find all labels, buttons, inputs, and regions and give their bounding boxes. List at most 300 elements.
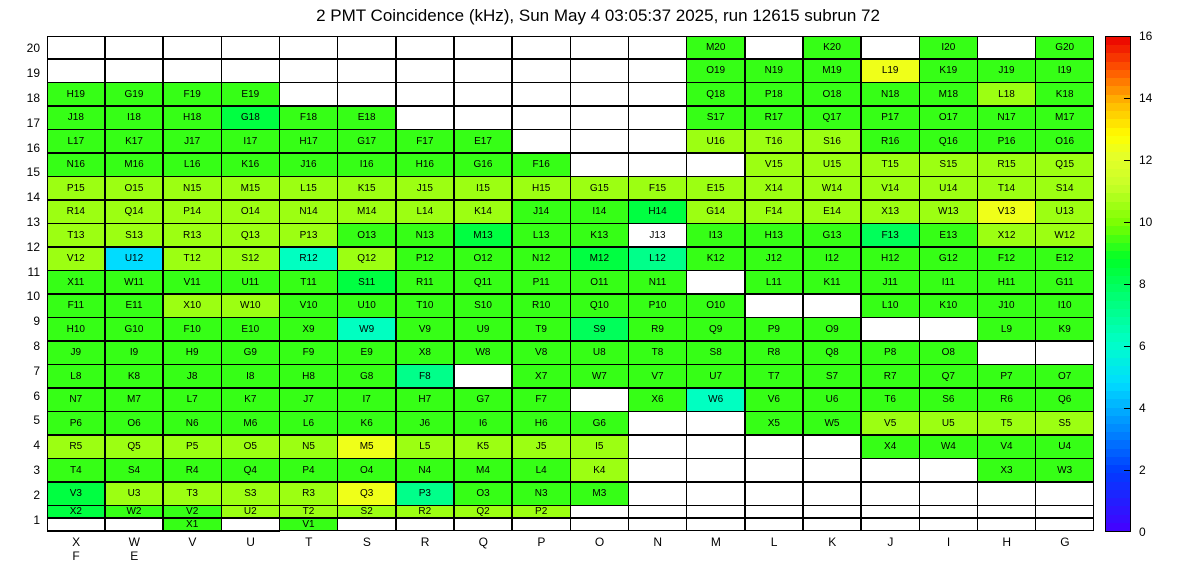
heatmap-cell-empty <box>570 82 629 106</box>
heatmap-cell-empty <box>686 482 745 506</box>
heatmap-cell: T16 <box>745 129 804 153</box>
heatmap-cell: L11 <box>745 270 804 294</box>
heatmap-cell: X12 <box>977 223 1036 247</box>
colorbar-tick-mark <box>1124 222 1131 223</box>
colorbar-segment <box>1106 482 1130 490</box>
x-tick-label: S <box>362 535 371 549</box>
x-tick-label: E <box>130 549 139 563</box>
x-tick-label: P <box>537 535 546 549</box>
heatmap-cell: O17 <box>919 106 978 130</box>
heatmap-cell: G18 <box>221 106 280 130</box>
heatmap-cell: J9 <box>47 341 106 365</box>
heatmap-cell: X3 <box>977 458 1036 482</box>
heatmap-grid <box>47 36 1094 532</box>
heatmap-cell: S4 <box>105 458 164 482</box>
heatmap-cell: H12 <box>861 247 920 271</box>
heatmap-cell: R3 <box>279 482 338 506</box>
heatmap-cell: W6 <box>686 388 745 412</box>
heatmap-cell: V14 <box>861 176 920 200</box>
heatmap-cell: E18 <box>337 106 396 130</box>
heatmap-cell-empty <box>454 36 513 60</box>
heatmap-cell-empty <box>454 59 513 83</box>
colorbar-segment <box>1106 111 1130 119</box>
y-tick-label: 2 <box>33 487 40 502</box>
heatmap-cell-empty <box>570 106 629 130</box>
heatmap-cell: T9 <box>512 317 571 341</box>
heatmap-cell: F10 <box>163 317 222 341</box>
heatmap-cell: N6 <box>163 411 222 435</box>
heatmap-cell: H13 <box>745 223 804 247</box>
y-tick-label: 3 <box>33 462 40 477</box>
colorbar-segment <box>1106 177 1130 185</box>
heatmap-cell: W7 <box>570 364 629 388</box>
heatmap-cell: T2 <box>279 505 338 518</box>
heatmap-cell-empty <box>628 153 687 177</box>
colorbar-segment <box>1106 383 1130 391</box>
heatmap-cell: G16 <box>454 153 513 177</box>
heatmap-cell-empty <box>861 458 920 482</box>
heatmap-cell: Q7 <box>919 364 978 388</box>
heatmap-cell: N7 <box>47 388 106 412</box>
heatmap-cell: Q18 <box>686 82 745 106</box>
heatmap-cell: V4 <box>977 435 1036 459</box>
heatmap-cell: K12 <box>686 247 745 271</box>
heatmap-cell: R11 <box>396 270 455 294</box>
heatmap-cell: T7 <box>745 364 804 388</box>
heatmap-cell: X14 <box>745 176 804 200</box>
heatmap-cell-empty <box>1035 518 1094 531</box>
heatmap-cell: Q5 <box>105 435 164 459</box>
heatmap-cell: X9 <box>279 317 338 341</box>
heatmap-cell: R2 <box>396 505 455 518</box>
colorbar-segment <box>1106 276 1130 284</box>
heatmap-cell-empty <box>105 518 164 531</box>
heatmap-cell: L10 <box>861 294 920 318</box>
heatmap-cell: H16 <box>396 153 455 177</box>
heatmap-cell-empty <box>1035 341 1094 365</box>
heatmap-cell-empty <box>803 458 862 482</box>
heatmap-cell: Q16 <box>919 129 978 153</box>
x-tick-label: O <box>594 535 605 549</box>
heatmap-cell-empty <box>628 106 687 130</box>
heatmap-cell-empty <box>977 341 1036 365</box>
heatmap-cell-empty <box>628 36 687 60</box>
heatmap-cell: H8 <box>279 364 338 388</box>
heatmap-cell: S8 <box>686 341 745 365</box>
heatmap-cell: U11 <box>221 270 280 294</box>
heatmap-cell: S5 <box>1035 411 1094 435</box>
colorbar-segment <box>1106 440 1130 448</box>
heatmap-cell: H14 <box>628 200 687 224</box>
colorbar-segment <box>1106 202 1130 210</box>
heatmap-cell: V6 <box>745 388 804 412</box>
heatmap-cell: U7 <box>686 364 745 388</box>
y-tick-label: 13 <box>26 214 40 229</box>
heatmap-cell: T4 <box>47 458 106 482</box>
heatmap-cell: K18 <box>1035 82 1094 106</box>
heatmap-cell: V11 <box>163 270 222 294</box>
heatmap-cell: R6 <box>977 388 1036 412</box>
colorbar-segment <box>1106 86 1130 94</box>
colorbar-segment <box>1106 424 1130 432</box>
x-tick-label: M <box>710 535 721 549</box>
heatmap-cell-empty <box>454 364 513 388</box>
heatmap-cell: P16 <box>977 129 1036 153</box>
heatmap-cell-empty <box>686 435 745 459</box>
heatmap-cell: I18 <box>105 106 164 130</box>
heatmap-cell: M6 <box>221 411 280 435</box>
heatmap-cell-empty <box>861 482 920 506</box>
heatmap-cell: O7 <box>1035 364 1094 388</box>
colorbar-segment <box>1106 119 1130 127</box>
colorbar-segment <box>1106 325 1130 333</box>
heatmap-cell: K9 <box>1035 317 1094 341</box>
colorbar-tick-mark <box>1124 470 1131 471</box>
heatmap-cell: X13 <box>861 200 920 224</box>
heatmap-cell: O16 <box>1035 129 1094 153</box>
heatmap-cell: K8 <box>105 364 164 388</box>
colorbar-segment <box>1106 53 1130 61</box>
heatmap-cell: N4 <box>396 458 455 482</box>
heatmap-cell: U6 <box>803 388 862 412</box>
heatmap-cell: G13 <box>803 223 862 247</box>
heatmap-cell: V10 <box>279 294 338 318</box>
heatmap-cell: Q17 <box>803 106 862 130</box>
colorbar-segment <box>1106 161 1130 169</box>
heatmap-cell: V7 <box>628 364 687 388</box>
heatmap-cell-empty <box>570 129 629 153</box>
heatmap-cell: M18 <box>919 82 978 106</box>
heatmap-cell: L14 <box>396 200 455 224</box>
heatmap-cell: I20 <box>919 36 978 60</box>
heatmap-cell: E12 <box>1035 247 1094 271</box>
heatmap-cell: F9 <box>279 341 338 365</box>
heatmap-cell: G11 <box>1035 270 1094 294</box>
y-tick-label: 1 <box>33 512 40 527</box>
heatmap-cell: J16 <box>279 153 338 177</box>
colorbar-segment <box>1106 128 1130 136</box>
heatmap-cell-empty <box>686 153 745 177</box>
heatmap-cell-empty <box>512 129 571 153</box>
heatmap-cell: O13 <box>337 223 396 247</box>
heatmap-cell-empty <box>803 505 862 518</box>
heatmap-cell: E9 <box>337 341 396 365</box>
heatmap-cell: S3 <box>221 482 280 506</box>
colorbar-segment <box>1106 449 1130 457</box>
y-tick-label: 20 <box>26 41 40 56</box>
heatmap-cell: O4 <box>337 458 396 482</box>
heatmap-cell-empty <box>628 435 687 459</box>
y-tick-label: 10 <box>26 289 40 304</box>
heatmap-cell: U14 <box>919 176 978 200</box>
heatmap-cell: I16 <box>337 153 396 177</box>
heatmap-cell: U5 <box>919 411 978 435</box>
colorbar-segment <box>1106 416 1130 424</box>
heatmap-cell: V5 <box>861 411 920 435</box>
heatmap-cell: O18 <box>803 82 862 106</box>
x-tick-label: V <box>188 535 197 549</box>
heatmap-cell-empty <box>628 518 687 531</box>
heatmap-cell: I15 <box>454 176 513 200</box>
heatmap-cell-empty <box>570 36 629 60</box>
heatmap-cell: K10 <box>919 294 978 318</box>
colorbar-segment <box>1106 169 1130 177</box>
colorbar-tick-label: 12 <box>1139 153 1153 167</box>
heatmap-cell: F8 <box>396 364 455 388</box>
colorbar-segment <box>1106 301 1130 309</box>
heatmap-cell: J11 <box>861 270 920 294</box>
colorbar-tick-mark <box>1124 160 1131 161</box>
heatmap-cell-empty <box>163 36 222 60</box>
heatmap-cell: J15 <box>396 176 455 200</box>
heatmap-cell: V3 <box>47 482 106 506</box>
heatmap-cell: M5 <box>337 435 396 459</box>
heatmap-cell-empty <box>803 294 862 318</box>
colorbar-tick-mark <box>1124 408 1131 409</box>
colorbar-segment <box>1106 284 1130 292</box>
colorbar-segment <box>1106 136 1130 144</box>
heatmap-cell: G6 <box>570 411 629 435</box>
heatmap-cell: S6 <box>919 388 978 412</box>
heatmap-cell: K20 <box>803 36 862 60</box>
heatmap-cell: G14 <box>686 200 745 224</box>
heatmap-cell: W12 <box>1035 223 1094 247</box>
colorbar-segment <box>1106 515 1130 523</box>
heatmap-cell: Q2 <box>454 505 513 518</box>
colorbar-tick-label: 0 <box>1139 525 1146 539</box>
heatmap-cell-empty <box>919 518 978 531</box>
heatmap-cell: T11 <box>279 270 338 294</box>
heatmap-cell: G17 <box>337 129 396 153</box>
heatmap-cell: K16 <box>221 153 280 177</box>
heatmap-cell: Q3 <box>337 482 396 506</box>
heatmap-cell: O19 <box>686 59 745 83</box>
heatmap-cell-empty <box>919 482 978 506</box>
x-axis-labels <box>47 535 1094 563</box>
heatmap-cell: P2 <box>512 505 571 518</box>
heatmap-cell: F14 <box>745 200 804 224</box>
y-tick-label: 6 <box>33 388 40 403</box>
heatmap-cell: T5 <box>977 411 1036 435</box>
colorbar-segment <box>1106 333 1130 341</box>
heatmap-cell: M13 <box>454 223 513 247</box>
heatmap-cell: I6 <box>454 411 513 435</box>
heatmap-cell: W8 <box>454 341 513 365</box>
colorbar-ticks <box>1131 29 1191 539</box>
heatmap-cell: G7 <box>454 388 513 412</box>
heatmap-cell: L18 <box>977 82 1036 106</box>
heatmap-cell: M14 <box>337 200 396 224</box>
heatmap-cell-empty <box>454 106 513 130</box>
heatmap-cell: L15 <box>279 176 338 200</box>
y-tick-label: 17 <box>26 115 40 130</box>
heatmap-cell: K14 <box>454 200 513 224</box>
heatmap-cell: H10 <box>47 317 106 341</box>
y-tick-label: 8 <box>33 338 40 353</box>
heatmap-cell: L8 <box>47 364 106 388</box>
heatmap-cell-empty <box>512 59 571 83</box>
heatmap-cell: N5 <box>279 435 338 459</box>
heatmap-cell: W10 <box>221 294 280 318</box>
colorbar-segment <box>1106 457 1130 465</box>
heatmap-cell: M15 <box>221 176 280 200</box>
heatmap-cell-empty <box>570 518 629 531</box>
heatmap-cell-empty <box>105 530 164 532</box>
heatmap-cell: R4 <box>163 458 222 482</box>
heatmap-cell: L4 <box>512 458 571 482</box>
heatmap-cell-empty <box>454 82 513 106</box>
heatmap-cell: I13 <box>686 223 745 247</box>
heatmap-cell: E13 <box>919 223 978 247</box>
heatmap-cell: P10 <box>628 294 687 318</box>
heatmap-cell-empty <box>163 530 222 532</box>
heatmap-cell: Q14 <box>105 200 164 224</box>
heatmap-cell-empty <box>396 106 455 130</box>
heatmap-cell-empty <box>337 59 396 83</box>
heatmap-cell: E10 <box>221 317 280 341</box>
heatmap-cell: H17 <box>279 129 338 153</box>
heatmap-cell: R14 <box>47 200 106 224</box>
heatmap-cell: R13 <box>163 223 222 247</box>
heatmap-cell: M4 <box>454 458 513 482</box>
heatmap-cell-empty <box>803 435 862 459</box>
heatmap-cell: S17 <box>686 106 745 130</box>
heatmap-cell-empty <box>337 518 396 531</box>
heatmap-cell: Q11 <box>454 270 513 294</box>
heatmap-cell: P3 <box>396 482 455 506</box>
heatmap-cell-empty <box>221 59 280 83</box>
heatmap-cell: F19 <box>163 82 222 106</box>
heatmap-cell: S7 <box>803 364 862 388</box>
heatmap-cell-empty <box>47 59 106 83</box>
heatmap-cell: H7 <box>396 388 455 412</box>
heatmap-cell: P11 <box>512 270 571 294</box>
colorbar-segment <box>1106 506 1130 514</box>
colorbar-segment <box>1106 399 1130 407</box>
heatmap-cell: I11 <box>919 270 978 294</box>
x-tick-label: T <box>305 535 313 549</box>
heatmap-cell: M20 <box>686 36 745 60</box>
heatmap-cell: P14 <box>163 200 222 224</box>
heatmap-cell: K6 <box>337 411 396 435</box>
heatmap-cell-empty <box>279 82 338 106</box>
heatmap-cell: N19 <box>745 59 804 83</box>
colorbar-segment <box>1106 235 1130 243</box>
colorbar-tick-label: 2 <box>1139 463 1146 477</box>
heatmap-cell: K7 <box>221 388 280 412</box>
heatmap-cell-empty <box>686 518 745 531</box>
heatmap-cell: W4 <box>919 435 978 459</box>
heatmap-cell: V15 <box>745 153 804 177</box>
x-tick-label: F <box>72 549 80 563</box>
heatmap-cell: W13 <box>919 200 978 224</box>
colorbar-segment <box>1106 473 1130 481</box>
heatmap-cell: O15 <box>105 176 164 200</box>
colorbar-tick-mark <box>1124 284 1131 285</box>
heatmap-cell-empty <box>512 36 571 60</box>
heatmap-cell: W2 <box>105 505 164 518</box>
heatmap-cell: V13 <box>977 200 1036 224</box>
heatmap-cell-empty <box>745 458 804 482</box>
colorbar-segment <box>1106 523 1130 531</box>
heatmap-cell: J17 <box>163 129 222 153</box>
heatmap-cell: G10 <box>105 317 164 341</box>
colorbar-tick-label: 14 <box>1139 91 1153 105</box>
heatmap-cell-empty <box>628 482 687 506</box>
heatmap-cell-empty <box>512 82 571 106</box>
heatmap-cell: T10 <box>396 294 455 318</box>
heatmap-cell: Q8 <box>803 341 862 365</box>
colorbar-segment <box>1106 251 1130 259</box>
heatmap-cell: P8 <box>861 341 920 365</box>
heatmap-cell: I9 <box>105 341 164 365</box>
heatmap-cell: M12 <box>570 247 629 271</box>
heatmap-cell: E17 <box>454 129 513 153</box>
heatmap-cell-empty <box>221 530 280 532</box>
heatmap-cell-empty <box>686 458 745 482</box>
heatmap-cell-empty <box>396 518 455 531</box>
heatmap-cell: T15 <box>861 153 920 177</box>
colorbar-segment <box>1106 432 1130 440</box>
heatmap-cell-empty <box>628 82 687 106</box>
colorbar-segment <box>1106 358 1130 366</box>
colorbar-segment <box>1106 103 1130 111</box>
heatmap-cell-empty <box>628 458 687 482</box>
heatmap-cell: F13 <box>861 223 920 247</box>
heatmap-cell: U2 <box>221 505 280 518</box>
x-tick-label: G <box>1060 535 1070 549</box>
heatmap-cell-empty <box>47 530 106 532</box>
heatmap-cell-empty <box>105 59 164 83</box>
heatmap-cell: M17 <box>1035 106 1094 130</box>
heatmap-cell: H11 <box>977 270 1036 294</box>
heatmap-cell-empty <box>396 59 455 83</box>
heatmap-cell: S9 <box>570 317 629 341</box>
heatmap-cell: P7 <box>977 364 1036 388</box>
heatmap-cell: R17 <box>745 106 804 130</box>
heatmap-cell-empty <box>919 458 978 482</box>
heatmap-cell: G9 <box>221 341 280 365</box>
heatmap-cell-empty <box>221 518 280 531</box>
heatmap-cell: R10 <box>512 294 571 318</box>
heatmap-cell: N3 <box>512 482 571 506</box>
heatmap-cell-empty <box>163 59 222 83</box>
heatmap-cell-empty <box>47 36 106 60</box>
heatmap-cell: J19 <box>977 59 1036 83</box>
heatmap-cell-empty <box>628 59 687 83</box>
heatmap-cell: J12 <box>745 247 804 271</box>
heatmap-cell-empty <box>279 36 338 60</box>
heatmap-cell: N13 <box>396 223 455 247</box>
heatmap-cell: W5 <box>803 411 862 435</box>
heatmap-cell: W11 <box>105 270 164 294</box>
chart-title: 2 PMT Coincidence (kHz), Sun May 4 03:05:37 2025, run 12615 subrun 72 <box>316 6 880 25</box>
heatmap-cell: I14 <box>570 200 629 224</box>
colorbar-segment <box>1106 268 1130 276</box>
colorbar-segment <box>1106 62 1130 70</box>
heatmap-cell: M3 <box>570 482 629 506</box>
heatmap-cell-empty <box>628 411 687 435</box>
heatmap-cell: I5 <box>570 435 629 459</box>
heatmap-cell: P17 <box>861 106 920 130</box>
heatmap-cell: P12 <box>396 247 455 271</box>
heatmap-cell: N17 <box>977 106 1036 130</box>
heatmap-cell-empty <box>279 59 338 83</box>
heatmap-cell: T3 <box>163 482 222 506</box>
x-tick-label: L <box>770 535 778 549</box>
heatmap-cell: O3 <box>454 482 513 506</box>
heatmap-cell: X1 <box>163 518 222 531</box>
